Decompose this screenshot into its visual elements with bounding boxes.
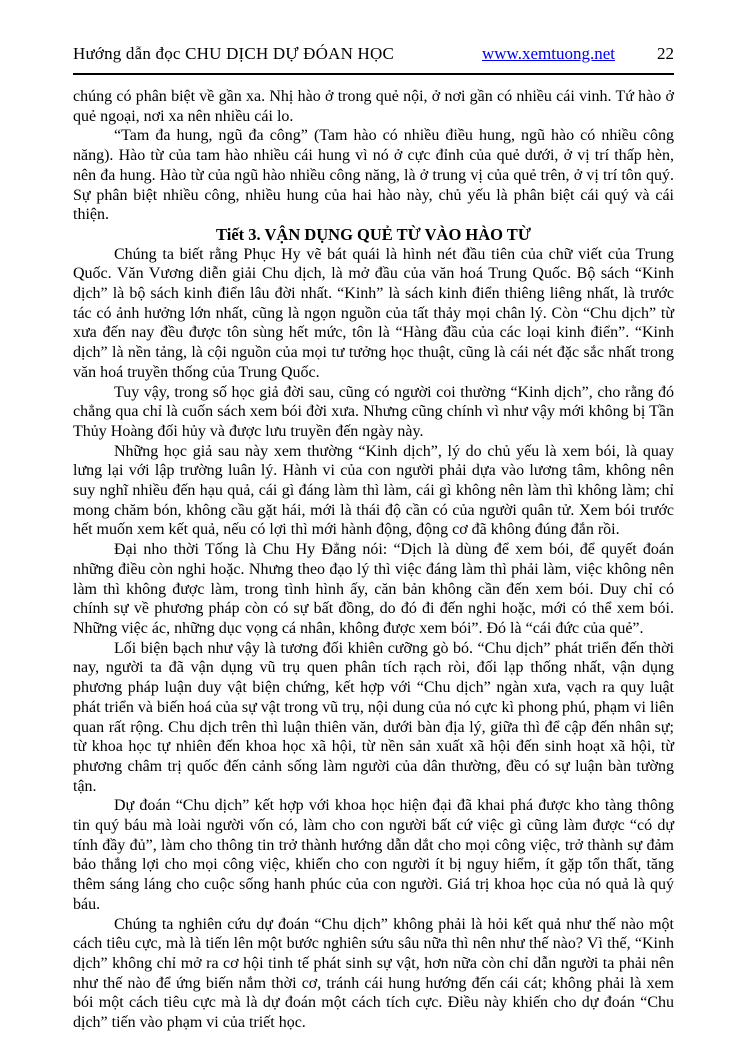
paragraph: Lối biện bạch như vậy là tương đối khiên cưỡng gò bó. “Chu dịch” phát triển đến thời nay, người ta đã vận dụng vũ trụ quen phân tích rạch ròi, đối lạp thống nhất, vận dụng phương pháp luận duy vật biện chứng, kết hợp với “Chu dịch” ngàn xưa, vạch ra quy luật phát triển và biến hoá của sự vật trong vũ trụ, nội dung của nó cực kì phong phú, phạm vi liên quan rất rộng. Chu dịch trên thì luận thiên văn, dưới bàn địa lý, giữa thì để cập đến nhân sự; từ khoa học tự nhiên đến khoa học xã hội, từ nền sản xuất xã hội đến sinh hoạt xã hội, từ phương châm trị quốc đến cảnh sống làm người của dân thường, đều có sự luận bàn tường tận. [73, 639, 674, 795]
header-title: Hướng dẫn đọc CHU DỊCH DỰ ĐÓAN HỌC [73, 44, 395, 63]
page-header [73, 44, 674, 64]
paragraph-continuation: chúng có phân biệt về gần xa. Nhị hào ở trong quẻ nội, ở nơi gần có nhiều cái vinh. Tứ hào ở quẻ ngoại, nơi xa nên nhiều cái lo. [73, 88, 674, 125]
paragraph: “Tam đa hung, ngũ đa công” (Tam hào có nhiều điều hung, ngũ hào có nhiều công năng). Hào từ của tam hào nhiều cái hung vì nó ở cực đỉnh của quẻ dưới, ở vị trí thấp hèn, nên đa hung. Hào từ của ngũ hào nhiều công năng, là ở trung vị của quẻ trên, ở vị trí tôn quý. Sự phân biệt nhiều công, nhiều hung của hai hào này, chủ yếu là phân biệt cái quý và cái thiện. [73, 127, 674, 224]
page-number: 22 [657, 44, 674, 63]
paragraph: Dự đoán “Chu dịch” kết hợp với khoa học hiện đại đã khai phá được kho tàng thông tin quý báu mà loài người vốn có, làm cho con người bất cứ việc gì cũng làm được “có dự tính đầy đủ”, làm cho thông tin trở thành hướng dẫn dắt cho mọi công việc, trở thành sự đảm bảo thắng lợi cho mọi công việc, khiến cho con người ít bị nguy hiểm, ít gặp tổn thất, tăng thêm sáng láng cho cuộc sống hanh phúc của con người. Giá trị khoa học của nó quả là quý báu. [73, 797, 674, 913]
paragraph: Chúng ta biết rằng Phục Hy vẽ bát quái là hình nét đầu tiên của chữ viết của Trung Quốc. Văn Vương diễn giải Chu dịch, là mở đầu của văn hoá Trung Quốc. Bộ sách “Kinh dịch” là bộ sách kinh điển lâu đời nhất. “Kinh” là sách kinh điển thiêng liêng nhất, là trước tác có ảnh hưởng lớn nhất, cũng là ngọn nguồn của tất thảy mọi chân lý. Còn “Chu dịch” từ xưa đến nay đều được tôn sùng hết mức, tôn là “Hàng đầu của các loại kinh điển”. “Kinh dịch” là nền tảng, là cội nguồn của mọi tư tưởng học thuật, cũng là cái nét đặc sắc nhất trong văn hoá truyền thống của Trung Quốc. [73, 245, 674, 381]
page-body [73, 87, 674, 1033]
paragraph: Tuy vậy, trong số học giả đời sau, cũng có người coi thường “Kinh dịch”, cho rằng đó chẳng qua chỉ là cuốn sách xem bói đời xưa. Nhưng cũng chính vì như vậy mới không bị Tần Thủy Hoàng đối hủy và được lưu truyền đến ngày này. [73, 383, 674, 440]
website-link[interactable]: www.xemtuong.net [482, 44, 615, 63]
paragraph: Chúng ta nghiên cứu dự đoán “Chu dịch” không phải là hỏi kết quả như thế nào một cách tiêu cực, mà là tiến lên một bước nghiên sứu sâu nữa thì nên như thế nào? Vì thế, “Kinh dịch” không chỉ mở ra cơ hội tinh tế phát sinh sự vật, hơn nữa còn chỉ dẫn người ta phải nên như thế nào để ứng biến nắm thời cơ, tránh cái hung hướng đến cái cát; không phải là xem bói một cách tiêu cực mà là dự đoán một cách tích cực. Điều này khiến cho dự đoán “Chu dịch” tiến vào phạm vi của triết học. [73, 915, 674, 1032]
paragraph: Những học giả sau này xem thường “Kinh dịch”, lý do chủ yếu là xem bói, là quay lưng lại với lập trường luân lý. Hành vi của con người phải dựa vào lương tâm, không nên suy nghĩ nhiều đến hạu quả, cái gì đáng làm thì làm, cái gì không nên làm thì không làm; chỉ mong chăm bón, không cầu gặt hái, mới là thái độ cần có của người quân tử. Xem bói trước hết muốn xem kết quả, nếu có lợi thì mới hành động, động cơ đã không đúng đắn rồi. [73, 442, 674, 539]
section-heading: Tiết 3. VẬN DỤNG QUẺ TỪ VÀO HÀO TỪ [216, 224, 531, 244]
header-right-group [482, 44, 674, 64]
paragraph: Đại nho thời Tống là Chu Hy Đẳng nói: “Dịch là dùng để xem bói, để quyết đoán những điều còn nghi hoặc. Nhưng theo đạo lý thì việc đáng làm thì phải làm, việc không nên làm thì không được làm, trong tình hình ấy, căn bản không cần đến xem bói. Duy chỉ có chính sự về phương pháp còn có sự bất đồng, do đó đi đến nghi hoặc, mới có thể xem bói. Những việc ác, những dục vọng cá nhân, không được xem bói”. Đó là “cái đức của quẻ”. [73, 541, 674, 637]
header-divider [73, 73, 674, 75]
